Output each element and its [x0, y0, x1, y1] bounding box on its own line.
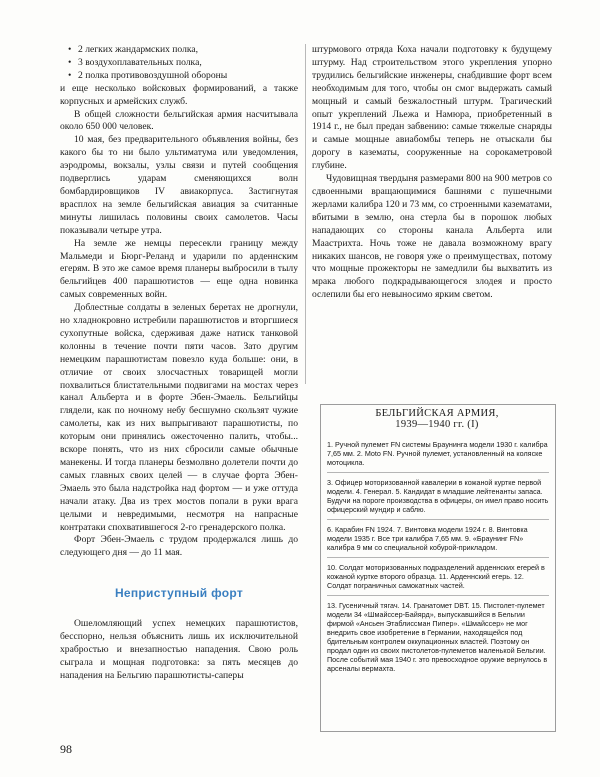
- paragraph: штурмового отряда Коха начали подготовку к будущему штурму. Над строительством этого укрепления упорно трудились бельгийские инженеры, снабдившие форт всем необходимым для того, чтобы он смог выдержать самый мощный и самый безжалостный штурм. Трагический опыт укреплений Льежа и Намюра, приобретенный в 1914 г., не был предан забвению: самые тяжелые снаряды и самые мощные авиабомбы теперь не отыскали бы дорогу в казематы, сооруженные на сорокаметровой глубине.: [312, 44, 552, 172]
- page-number: 98: [60, 742, 72, 756]
- left-column: [60, 44, 298, 683]
- list-item: • 2 легких жандармских полка,: [60, 44, 298, 57]
- paragraph: Доблестные солдаты в зеленых беретах не дрогнули, но хладнокровно истребили парашютистов и вторгшиеся сухопутные войска, сдерживая даже натиск танковой колонны в течение почти пяти часов. Зато другим немецким парашютистам повезло куда больше: они, в отличие от своих злосчастных товарищей могли похвалиться блистательными подвигами на мостах через канал Альберта и в форте Эбен-Эмаель. Бельгийцы глядели, как по ночному небу бесшумно скользят чужие самолеты, как из них выпрыгивают парашютисты, по которым они принялись ожесточенно палить, чтобы... вскоре понять, что из них сбросили самые обычные манекены. И тогда планеры безмолвно долетели почти до самых главных своих целей — в случае форта Эбен-Эмаель это была надстройка над фортом — и уже оттуда начали атаку. Два из трех мостов попали в руки врага целыми и невредимыми, несмотря на напрасные контратаки спохватившегося 2-го гренадерского полка.: [60, 302, 298, 533]
- paragraph: Форт Эбен-Эмаель с трудом продержался лишь до следующего дня — до 11 мая.: [60, 534, 298, 559]
- paragraph: Чудовищная твердыня размерами 800 на 900 метров со сдвоенными вращающимися башнями с пушечными жерлами калибра 120 и 73 мм, со строенными казематами, вбитыми в землю, она стерла бы в порошок любых нападающих со стороны канала Альберта или Маастрихта. Ночь тоже не давала возможному врагу никаких шансов, не говоря уже о преимуществах, потому что мощные прожекторы не замедлили бы выхватить из мрака любого подкрадывающегося злодея и просто ослепили бы его невыносимо ярким светом.: [312, 173, 552, 301]
- caption: 3. Офицер моторизованной кавалерии в кожаной куртке первой модели. 4. Генерал. 5. Кандидат в младшие лейтенанты запаса. Будучи на пороге производства в офицеры, он имел право носить офицерский мундир и саблю.: [327, 478, 549, 520]
- caption: 1. Ручной пулемет FN системы Браунинга модели 1930 г. калибра 7,65 мм. 2. Moto FN. Ручной пулемет, установленный на коляске мотоцикла.: [327, 440, 549, 473]
- column-divider: [305, 44, 306, 384]
- section-heading: Неприступный форт: [114, 586, 244, 601]
- paragraph: На земле же немцы пересекли границу между Мальмеди и Бюрг-Реланд и ударили по арденнским егерям. В это же самое время планеры выбросили в тылу бельгийцев 400 парашютистов — еще одна новинка самых современных войн.: [60, 237, 298, 301]
- paragraph: Ошеломляющий успех немецких парашютистов, бесспорно, нельзя объяснить лишь их исключительной храбростью и внезапностью нападения. Свою роль сыграла и мощная подготовка: за пять месяцев до нападения на Бельгию парашютисты-саперы: [60, 618, 298, 681]
- sidebar-title-line: БЕЛЬГИЙСКАЯ АРМИЯ,: [375, 408, 499, 419]
- list-item: • 3 воздухоплавательных полка,: [60, 57, 298, 70]
- caption-list: [327, 440, 549, 683]
- sidebar-title: [320, 408, 554, 430]
- caption: 10. Солдат моторизованных подразделений арденнских егерей в кожаной куртке второго образца. 11. Арденнский егерь. 12. Солдат пограничных самокатных частей.: [327, 563, 549, 596]
- right-column: [312, 44, 552, 302]
- paragraph: В общей сложности бельгийская армия насчитывала около 650 000 человек.: [60, 108, 298, 133]
- caption: 6. Карабин FN 1924. 7. Винтовка модели 1924 г. 8. Винтовка модели 1935 г. Все три калибра 7,65 мм. 9. «Браунинг FN» калибра 9 мм со специальной кобурой-прикладом.: [327, 525, 549, 558]
- list-continuation: и еще несколько войсковых формирований, а также корпусных и армейских служб.: [60, 82, 298, 107]
- caption: 13. Гусеничный тягач. 14. Гранатомет DBT. 15. Пистолет-пулемет модели 34 «Шмайссер-Байярд», выпускавшийся в Бельгии фирмой «Ансьен Этаблиссман Пипер». «Шмайссер» не мог внедрить свое изобретение в Германии, находящейся под бдительным контролем оккупационных властей. Поэтому он продал один из своих пистолетов-пулеметов маленькой Бельгии. После событий мая 1940 г. это превосходное оружие вернулось в арсеналы вермахта.: [327, 601, 548, 673]
- sidebar-title-line: 1939—1940 гг. (I): [395, 419, 479, 430]
- unit-list: [60, 44, 298, 83]
- list-item: • 2 полка противовоздушной обороны: [60, 70, 298, 83]
- paragraph: 10 мая, без предварительного объявления войны, без какого бы то ни было ультиматума или уведомления, аэродромы, вокзалы, узлы связи и путей сообщения подверглись ударам сменяющихся волн бомбардировщиков IV авиакорпуса. Застигнутая врасплох на земле бельгийская авиация за считанные минуты лишилась половины своих самолетов. Часы показывали четыре утра.: [60, 134, 298, 236]
